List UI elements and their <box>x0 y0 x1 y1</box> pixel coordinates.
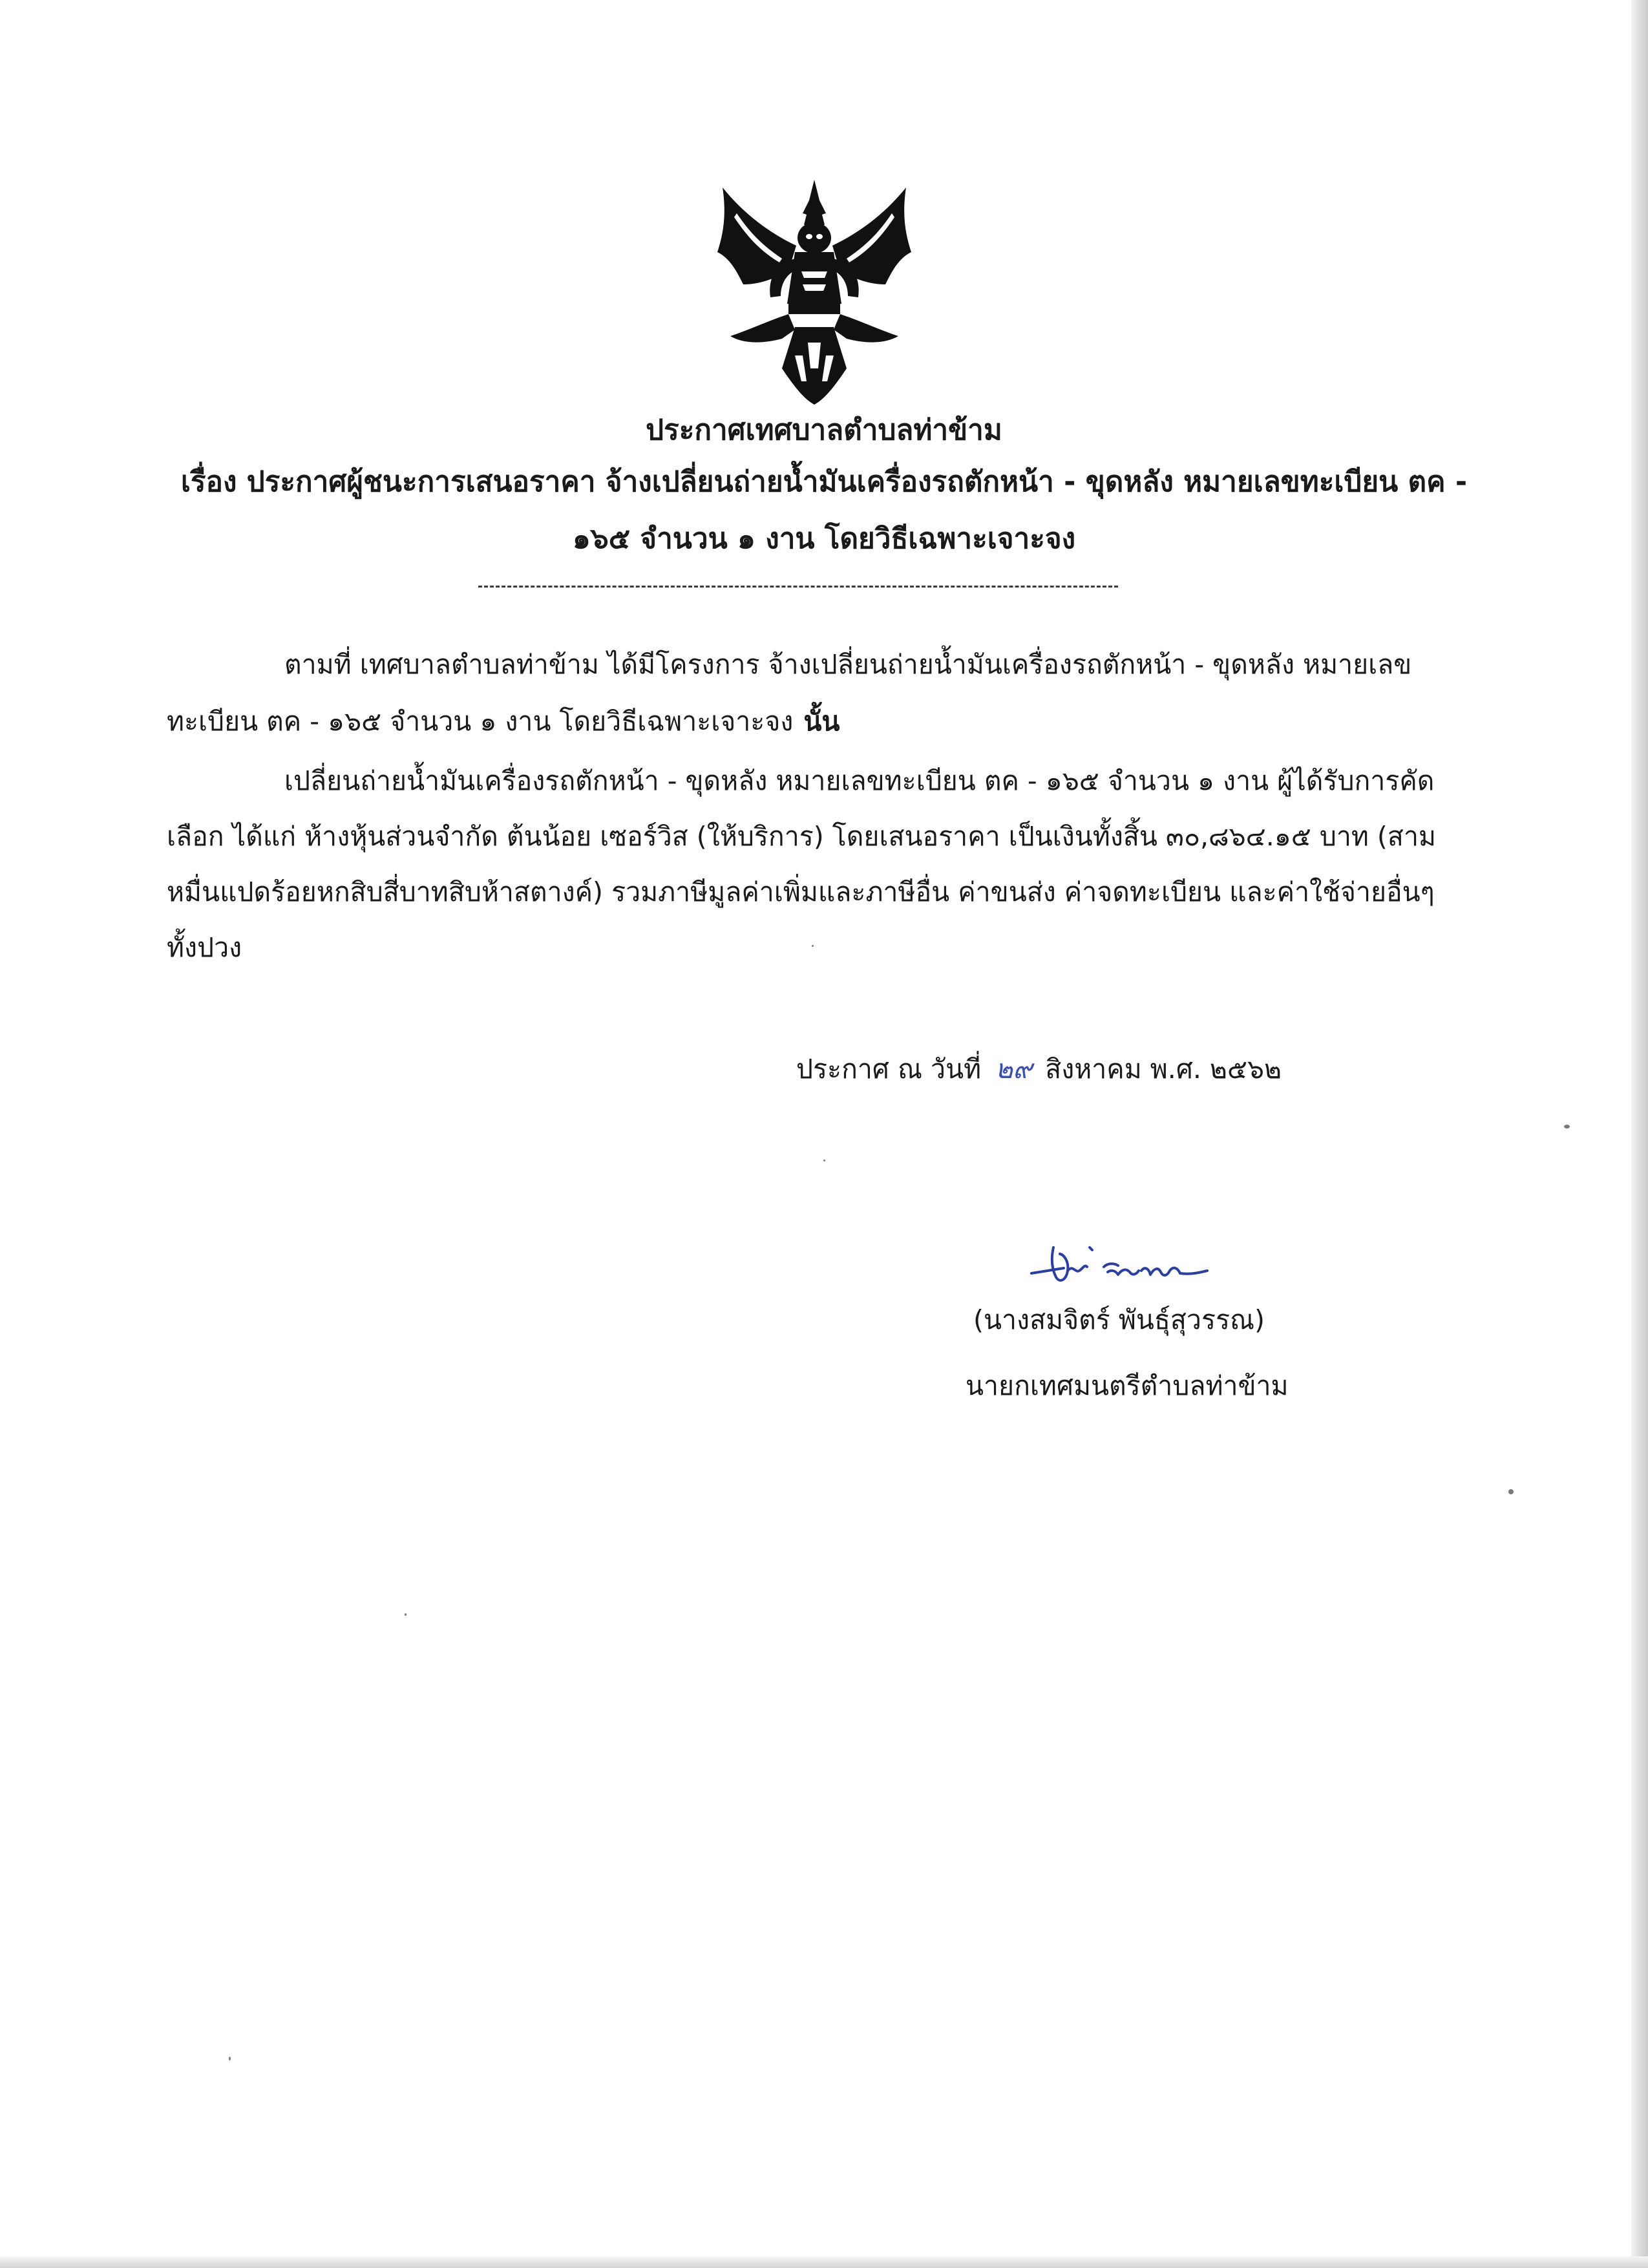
paragraph-2-line-3: หมื่นแปดร้อยหกสิบสี่บาทสิบห้าสตางค์) รวมภาษีมูลค่าเพิ่มและภาษีอื่น ค่าขนส่ง ค่าจดทะเบียน และค่าใช้จ่ายอื่นๆ <box>167 876 1435 907</box>
announcement-date <box>796 1051 1282 1087</box>
subject-line-2: ๑๖๕ จำนวน ๑ งาน โดยวิธีเฉพาะเจาะจง <box>572 522 1076 555</box>
scan-speck <box>812 945 814 947</box>
paragraph-1-line-2-text: ทะเบียน ตค - ๑๖๕ จำนวน ๑ งาน โดยวิธีเฉพาะเจาะจง <box>167 706 794 737</box>
scan-speck <box>823 1160 825 1161</box>
scan-bottom-edge <box>0 2256 1648 2268</box>
date-prefix: ประกาศ ณ วันที่ <box>796 1054 982 1085</box>
subject-line-1: เรื่อง ประกาศผู้ชนะการเสนอราคา จ้างเปลี่ยนถ่ายน้ำมันเครื่องรถตักหน้า - ขุดหลัง หมายเลขทะเบียน ตค - <box>180 465 1468 498</box>
paragraph-2-line-1: เปลี่ยนถ่ายน้ำมันเครื่องรถตักหน้า - ขุดหลัง หมายเลขทะเบียน ตค - ๑๖๕ จำนวน ๑ งาน ผู้ได้รับการคัด <box>284 765 1435 796</box>
signer-position: นายกเทศมนตรีตำบลท่าข้าม <box>966 1370 1289 1401</box>
paragraph-1-line-2 <box>167 703 840 739</box>
scan-speck <box>1564 1125 1570 1129</box>
scan-speck <box>1508 1489 1514 1494</box>
paragraph-1-line-1: ตามที่ เทศบาลตำบลท่าข้าม ได้มีโครงการ จ้างเปลี่ยนถ่ายน้ำมันเครื่องรถตักหน้า - ขุดหลัง หมายเลข <box>284 649 1412 680</box>
paragraph-2-line-2: เลือก ได้แก่ ห้างหุ้นส่วนจำกัด ต้นน้อย เซอร์วิส (ให้บริการ) โดยเสนอราคา เป็นเงินทั้งสิ้น ๓๐,๘๖๔.๑๕ บาท (สาม <box>167 821 1436 852</box>
paragraph-1-line-2-tail: นั้น <box>803 706 840 737</box>
paragraph-2-line-4: ทั้งปวง <box>167 932 242 963</box>
garuda-emblem <box>698 175 931 407</box>
scan-speck <box>229 2057 231 2061</box>
signer-name: (นางสมจิตร์ พันธุ์สุวรรณ) <box>973 1304 1265 1335</box>
scan-speck <box>405 1613 407 1616</box>
handwritten-signature <box>1028 1228 1234 1299</box>
dashed-separator <box>478 586 1118 588</box>
date-day: ๒๙ <box>995 1054 1033 1085</box>
date-month-year: สิงหาคม พ.ศ. ๒๕๖๒ <box>1045 1054 1282 1085</box>
announcement-title: ประกาศเทศบาลตำบลท่าข้าม <box>646 414 1002 447</box>
scan-right-edge <box>1631 0 1648 2268</box>
